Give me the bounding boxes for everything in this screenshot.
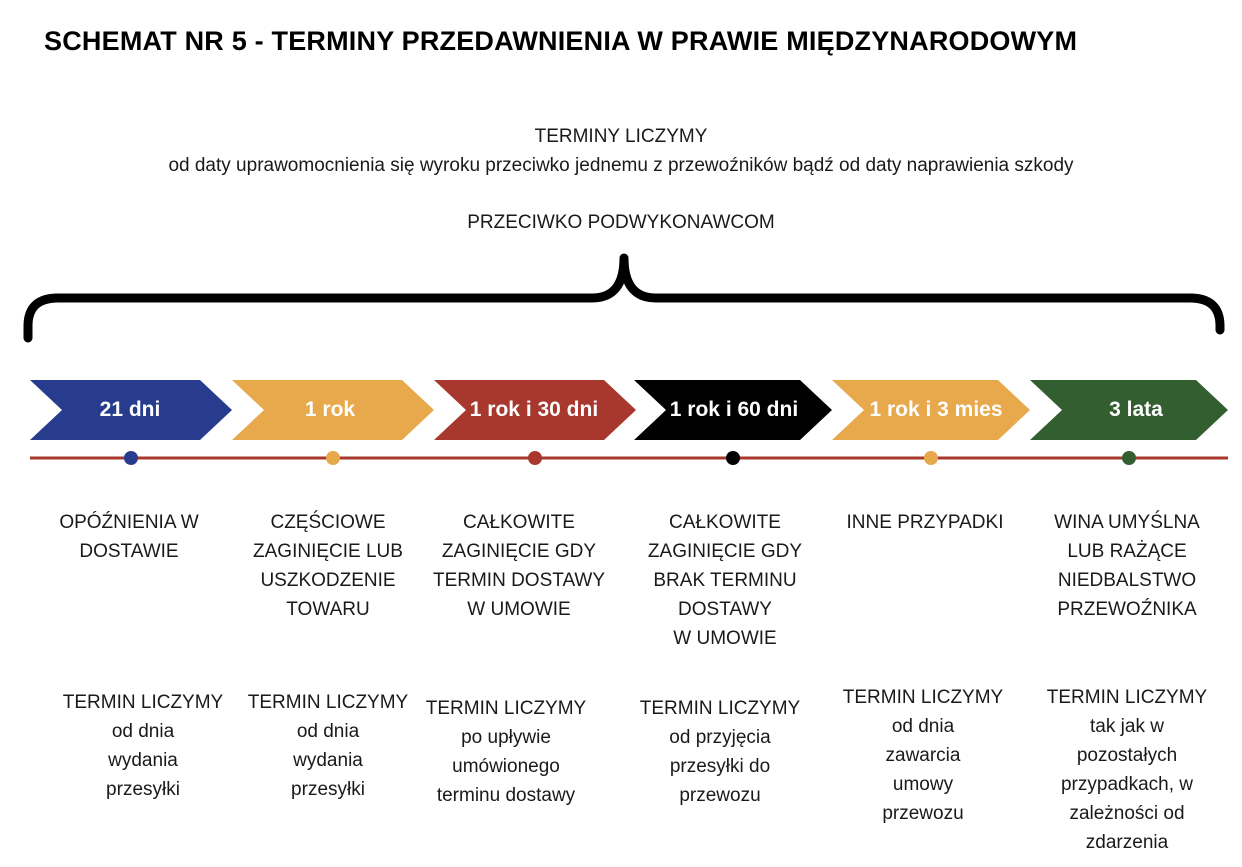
period-label-1: 21 dni	[99, 398, 161, 421]
period-label-4: 1 rok i 60 dni	[669, 398, 799, 421]
category-text-6: WINA UMYŚLNA LUB RAŻĄCE NIEDBALSTWO PRZEWOŹNIKA	[1054, 512, 1200, 620]
page-title: SCHEMAT NR 5 - TERMINY PRZEDAWNIENIA W PRAWIE MIĘDZYNARODOWYM	[44, 26, 1078, 56]
category-text-1: OPÓŹNIENIA W DOSTAWIE	[59, 512, 199, 562]
category-text-3: CAŁKOWITE ZAGINIĘCIE GDY TERMIN DOSTAWY W UMOWIE	[432, 512, 606, 620]
timeline-marker-5	[924, 451, 938, 465]
period-label-5: 1 rok i 3 mies	[869, 398, 1003, 421]
counting-rule-2: TERMIN LICZYMY od dnia wydania przesyłki	[247, 692, 409, 800]
period-label-3: 1 rok i 30 dni	[469, 398, 599, 421]
intro-description: od daty uprawomocnienia się wyroku przeciwko jednemu z przewoźników bądź od daty naprawienia szkody	[168, 155, 1074, 176]
period-label-6: 3 lata	[1109, 398, 1163, 421]
category-text-2: CZĘŚCIOWE ZAGINIĘCIE LUB USZKODZENIE TOWARU	[253, 512, 403, 620]
timeline-marker-3	[528, 451, 542, 465]
counting-rule-3: TERMIN LICZYMY po upływie umówionego terminu dostawy	[425, 698, 587, 806]
counting-rule-4: TERMIN LICZYMY od przyjęcia przesyłki do przewozu	[639, 698, 801, 806]
counting-rule-5: TERMIN LICZYMY od dnia zawarcia umowy przewozu	[842, 687, 1004, 824]
counting-rule-6: TERMIN LICZYMY tak jak w pozostałych przypadkach, w zależności od zdarzenia	[1046, 687, 1208, 853]
period-label-2: 1 rok	[304, 398, 356, 421]
timeline-marker-2	[326, 451, 340, 465]
curly-brace	[28, 258, 1220, 338]
counting-rule-1: TERMIN LICZYMY od dnia wydania przesyłki	[62, 692, 224, 800]
category-text-5: INNE PRZYPADKI	[846, 512, 1004, 533]
category-text-4: CAŁKOWITE ZAGINIĘCIE GDY BRAK TERMINU DOSTAWY W UMOWIE	[647, 512, 803, 649]
intro-heading: TERMINY LICZYMY	[534, 126, 708, 147]
timeline-marker-1	[124, 451, 138, 465]
timeline-marker-4	[726, 451, 740, 465]
subcontractors-heading: PRZECIWKO PODWYKONAWCOM	[467, 212, 775, 233]
timeline-marker-6	[1122, 451, 1136, 465]
